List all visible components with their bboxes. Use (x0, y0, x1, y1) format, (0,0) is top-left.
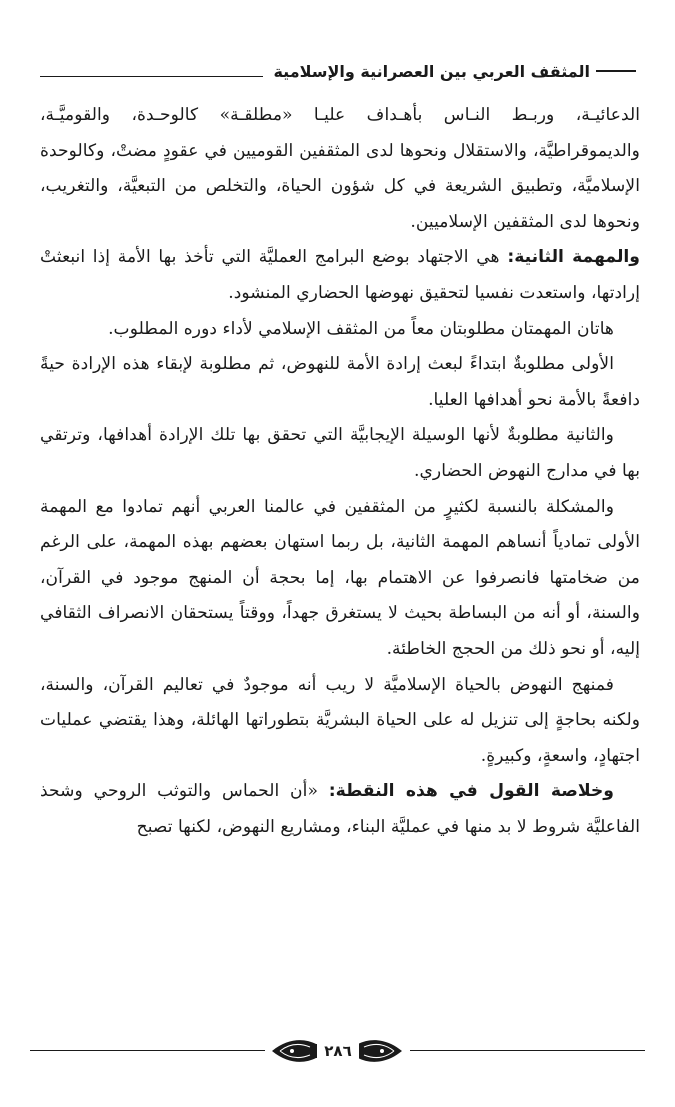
paragraph-7: فمنهج النهوض بالحياة الإسلاميَّة لا ريب أنه موجودٌ في تعاليم القرآن، والسنة، ولكنه بحاجةٍ إلى تنزيل له على الحياة البشريَّة بتطوراتها الهائلة، وهذا يقتضي عمليات اجتهادٍ، واسعةٍ، وكبيرةٍ. (40, 674, 640, 766)
paragraph-5: والثانية مطلوبةٌ لأنها الوسيلة الإيجابيَّة التي تحقق بها تلك الإرادة أهدافها، وترتقي بها في مدارج النهوض الحضاري. (40, 425, 640, 481)
footer-rule-right (410, 1050, 645, 1051)
paragraph-8 (40, 774, 640, 845)
paragraph-2-lead: والمهمة الثانية: (507, 247, 640, 268)
header-rule (40, 76, 263, 77)
header-dash (596, 70, 636, 72)
paragraph-3: هاتان المهمتان مطلوبتان معاً من المثقف الإسلامي لأداء دوره المطلوب. (108, 318, 614, 339)
running-header (40, 58, 640, 84)
paragraph-6: والمشكلة بالنسبة لكثيرٍ من المثقفين في عالمنا العربي أنهم تمادوا مع المهمة الأولى تمادياً أنساهم المهمة الثانية، بل ربما استهان بعضهم بهذه المهمة، على الرغم من ضخامتها فانصرفوا عن الاهتمام بها، إما بحجة أن المنهج موجود في القرآن، والسنة، أو أنه من البساطة بحيث لا يستغرق جهداً، ووقتاً يستحقان الانصراف الثقافي إليه، أو نحو ذلك من الحجج الخاطئة. (40, 496, 640, 659)
footer-rule-left (30, 1050, 265, 1051)
running-header-title: المثقف العربي بين العصرانية والإسلامية (273, 61, 590, 81)
paragraph-2-text: هي الاجتهاد بوضع البرامج العمليَّة التي تأخذ بها الأمة إذا انبعثتْ إرادتها، واستعدت نفسيا لتحقيق نهوضها الحضاري المنشود. (40, 247, 640, 303)
paragraph-8-lead: وخلاصة القول في هذه النقطة: (328, 781, 614, 802)
page-number: ٢٨٦ (317, 1040, 359, 1062)
paragraph-8-text: «أن الحماس والتوثب الروحي وشحذ الفاعليَّة شروط لا بد منها في عمليَّة البناء، ومشاريع النهوض، لكنها تصبح (40, 781, 640, 837)
paragraph-2 (40, 240, 640, 311)
page-footer (30, 1034, 645, 1068)
body-text (40, 98, 640, 845)
paragraph-4: الأولى مطلوبةٌ ابتداءً لبعث إرادة الأمة للنهوض، ثم مطلوبة لإبقاء هذه الإرادة حيةً دافعةً بالأمة نحو أهدافها العليا. (40, 354, 640, 410)
paragraph-1: الدعائيـة، وربـط النـاس بأهـداف عليـا «مطلقـة» كالوحـدة، والقوميَّـة، والديموقراطيَّة، والاستقلال ونحوها لدى المثقفين القوميين في عقودٍ مضتْ، وكالوحدة الإسلاميَّة، وتطبيق الشريعة في كل شؤون الحياة، والتخلص من التبعيَّة، والتغريب، ونحوها لدى المثقفين الإسلاميين. (40, 105, 640, 232)
